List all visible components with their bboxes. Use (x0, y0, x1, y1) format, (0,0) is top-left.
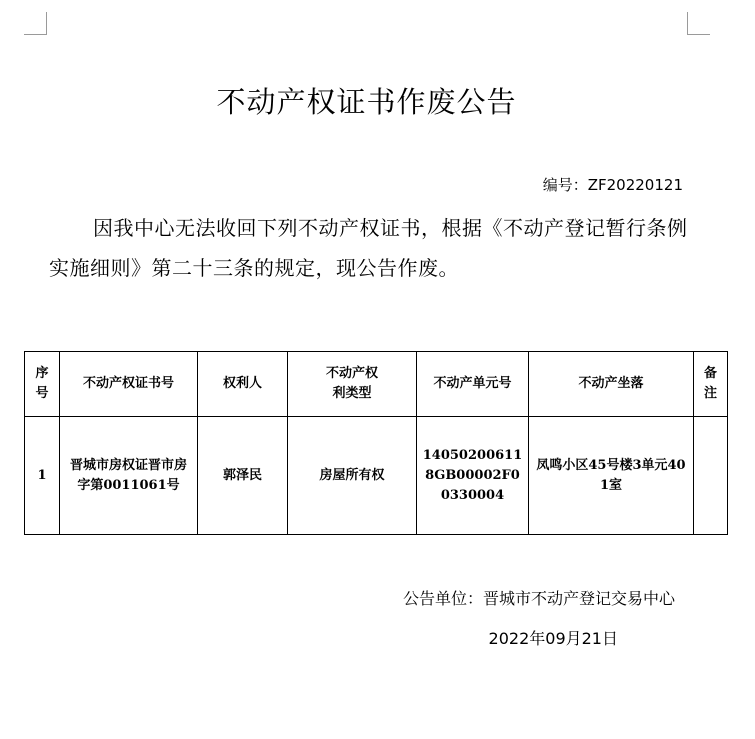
cell-right-type: 房屋所有权 (288, 417, 417, 535)
cell-remark (694, 417, 728, 535)
page-title: 不动产权证书作废公告 (216, 85, 517, 119)
cell-seq: 1 (25, 417, 60, 535)
crop-mark-top-left (24, 12, 47, 35)
document-number: 编号：ZF20220121 (542, 176, 683, 194)
header-remark: 备注 (694, 352, 728, 417)
issuer: 公告单位：晋城市不动产登记交易中心 (402, 589, 675, 608)
issue-date: 2022年09月21日 (488, 629, 618, 648)
cell-location: 凤鸣小区45号楼3单元401室 (529, 417, 694, 535)
header-cert-no: 不动产权证书号 (60, 352, 198, 417)
crop-mark-top-right (687, 12, 710, 35)
announcement-body: 因我中心无法收回下列不动产权证书，根据《不动产登记暂行条例实施细则》第二十三条的规定，现公告作废。 (49, 216, 688, 280)
cell-holder: 郭泽民 (198, 417, 288, 535)
header-holder: 权利人 (198, 352, 288, 417)
table-row (25, 417, 728, 535)
header-unit-no: 不动产单元号 (417, 352, 529, 417)
header-seq: 序号 (25, 352, 60, 417)
cell-cert-no: 晋城市房权证晋市房字第0011061号 (60, 417, 198, 535)
header-location: 不动产坐落 (529, 352, 694, 417)
cell-unit-no: 140502006118GB00002F00330004 (417, 417, 529, 535)
header-right-type: 不动产权利类型 (288, 352, 417, 417)
table-header-row (25, 352, 728, 417)
certificate-table (24, 351, 728, 535)
